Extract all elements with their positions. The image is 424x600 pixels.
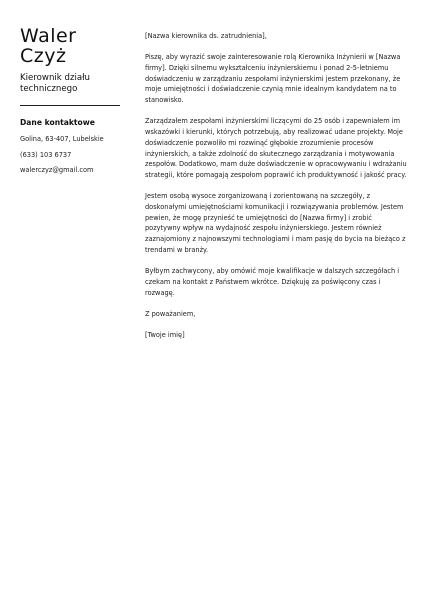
job-title: Kierownik działu technicznego xyxy=(20,73,90,94)
sidebar xyxy=(20,26,124,175)
letter-paragraph-1: Piszę, aby wyrazić swoje zainteresowanie rolą Kierownika Inżynierii w [Nazwa firmy]. Dzięki silnemu wykształceniu inżynierskiemu i ponad 2-5-letniemu doświadczeniu w zarządzaniu zespołami inżynierskimi jestem przekonany, że moje umiejętności i doświadczenie czynią mnie idealnym kandydatem na to stanowisko. xyxy=(145,53,401,105)
letter-paragraph-3: Jestem osobą wysoce zorganizowaną i zorientowaną na szczegóły, z doskonałymi umiejętnościami komunikacji i rozwiązywania problemów. Jestem pewien, że mogę przynieść te umiejętności do [Nazwa firmy] i zrobić pozytywny wpływ na wydajność zespołu inżynierskiego. Jestem również zaznajomiony z najnowszymi technologiami i mam pasję do bycia na bieżąco z trendami w branży. xyxy=(145,192,406,254)
letter-closing: Z poważaniem, xyxy=(145,310,196,319)
first-name: Waler xyxy=(20,25,77,47)
contact-heading: Dane kontaktowe xyxy=(20,118,95,127)
letter-body xyxy=(145,31,407,352)
contact-address: Golina, 63-407, Lubelskie xyxy=(20,135,104,143)
last-name: Czyż xyxy=(20,45,67,67)
letter-recipient: [Nazwa kierownika ds. zatrudnienia], xyxy=(145,32,267,40)
letter-paragraph-4: Byłbym zachwycony, aby omówić moje kwalifikacje w dalszych szczegółach i czekam na kontakt z Państwem wkrótce. Dziękuję za poświęcony czas i rozwagę. xyxy=(145,267,400,297)
divider xyxy=(20,105,120,106)
letter-paragraph-2: Zarządzałem zespołami inżynierskimi liczącymi do 25 osób i zapewniałem im wskazówki i kierunki, których potrzebują, aby realizować udane projekty. Moje doświadczenie pozwoliło mi rozwinąć głębokie zrozumienie procesów inżynierskich, a także zdolność do skutecznego zarządzania i motywowania zespołów. Dodatkowo, mam duże doświadczenie w opracowywaniu i wdrażaniu strategii, które pomagają zespołom poprawić ich produktywność i jakość pracy. xyxy=(145,117,407,179)
contact-phone: (633) 103 6737 xyxy=(20,151,72,159)
letter-signature: [Twoje imię] xyxy=(145,331,185,340)
contact-email[interactable]: walerczyz@gmail.com xyxy=(20,166,94,174)
